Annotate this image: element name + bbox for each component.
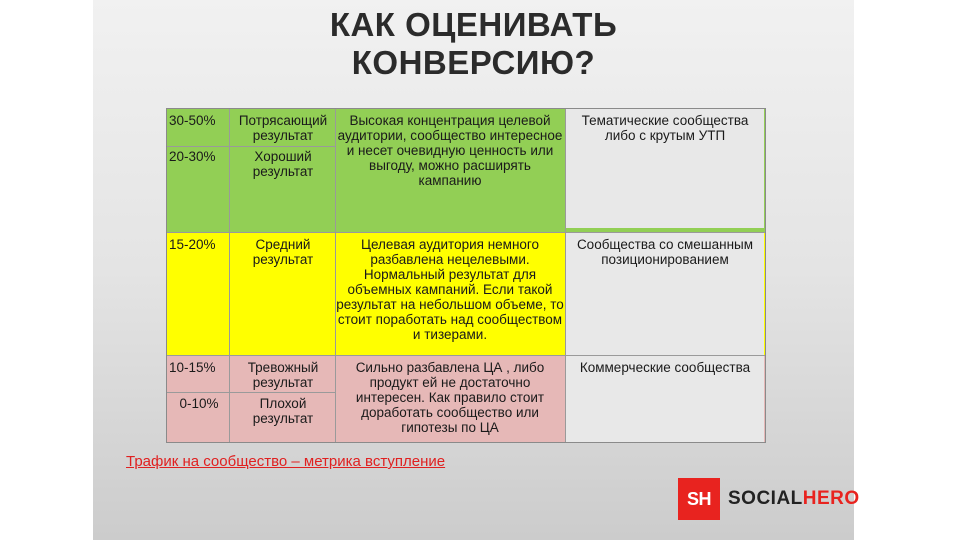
row-green xyxy=(167,109,765,233)
column-divider xyxy=(335,109,336,442)
title-line-1: КАК ОЦЕНИВАТЬ xyxy=(329,6,618,43)
result-good: Хороший результат xyxy=(252,149,314,179)
column-divider xyxy=(229,109,230,442)
range-15-20: 15-20% xyxy=(169,237,216,252)
range-20-30: 20-30% xyxy=(169,149,216,164)
socialhero-logo xyxy=(678,478,860,520)
red-communities: Коммерческие сообщества xyxy=(566,356,764,442)
result-alarming: Тревожный результат xyxy=(247,360,319,390)
yellow-communities: Сообщества со смешанным позиционированием xyxy=(566,233,764,355)
logo-word-social: SOCIAL xyxy=(728,488,803,509)
range-0-10: 0-10% xyxy=(179,396,219,411)
row-divider xyxy=(167,392,335,393)
result-bad: Плохой результат xyxy=(252,396,314,426)
result-average: Средний результат xyxy=(252,237,314,267)
logo-wordmark xyxy=(728,488,860,510)
yellow-description: Целевая аудитория немного разбавлена нецелевыми. Нормальный результат для объемных кампаний. Если такой результат на небольшом объеме, то стоит поработать над сообществом и тизерами. xyxy=(336,237,564,342)
green-description: Высокая концентрация целевой аудитории, сообщество интересное и несет очевидную ценность или выгоду, можно расширять кампанию xyxy=(337,113,563,188)
range-30-50: 30-50% xyxy=(169,113,216,128)
row-divider xyxy=(167,146,335,147)
logo-word-hero: HERO xyxy=(802,488,860,509)
red-description: Сильно разбавлена ЦА , либо продукт ей не достаточно интересен. Как правило стоит доработать сообщество или гипотезы по ЦА xyxy=(355,360,545,435)
row-yellow xyxy=(167,233,765,356)
traffic-metric-link[interactable]: Трафик на сообщество – метрика вступление xyxy=(126,453,446,470)
range-10-15: 10-15% xyxy=(169,360,216,375)
logo-mark: SH xyxy=(678,478,720,520)
green-communities: Тематические сообщества либо с крутым УТП xyxy=(566,109,764,228)
title-line-2: КОНВЕРСИЮ? xyxy=(351,44,596,81)
result-excellent: Потрясающий результат xyxy=(238,113,328,143)
page-title xyxy=(93,6,854,82)
column-divider xyxy=(565,109,566,442)
conversion-table xyxy=(166,108,766,443)
row-red xyxy=(167,356,765,442)
